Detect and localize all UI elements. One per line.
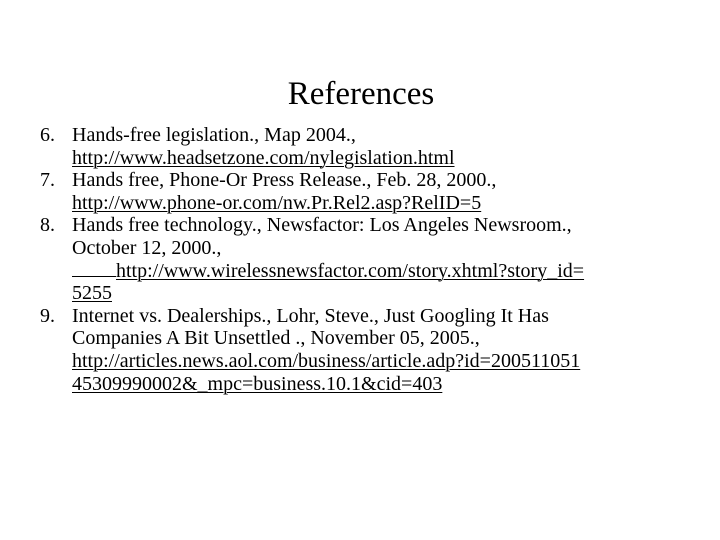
reference-list	[40, 124, 690, 395]
reference-number: 6.	[40, 124, 55, 146]
reference-item-8	[40, 214, 690, 304]
reference-text: Hands-free legislation., Map 2004.,	[72, 124, 356, 146]
reference-item-6	[40, 124, 690, 169]
reference-number: 7.	[40, 169, 55, 192]
reference-item-7	[40, 169, 690, 214]
reference-number: 8.	[40, 214, 55, 237]
slide-title-text: References	[287, 76, 435, 112]
reference-link[interactable]: http://www.phone-or.com/nw.Pr.Rel2.asp?RelID=5	[72, 191, 482, 214]
reference-item-9	[40, 305, 690, 395]
reference-link[interactable]: 45309990002&_mpc=business.10.1&cid=403	[72, 372, 443, 395]
reference-number: 9.	[40, 304, 55, 327]
reference-text: Hands free technology., Newsfactor: Los Angeles Newsroom.,	[72, 214, 572, 237]
link-indent-underline	[72, 260, 116, 277]
reference-text: Companies A Bit Unsettled ., November 05, 2005.,	[72, 327, 480, 350]
reference-link[interactable]: 5255	[72, 282, 112, 305]
reference-link[interactable]: http://www.wirelessnewsfactor.com/story.xhtml?story_id=	[116, 259, 585, 282]
reference-text: Internet vs. Dealerships., Lohr, Steve., Just Googling It Has	[72, 304, 549, 327]
reference-link[interactable]: http://articles.news.aol.com/business/article.adp?id=200511051	[72, 349, 581, 372]
reference-text: Hands free, Phone-Or Press Release., Feb. 28, 2000.,	[72, 169, 497, 192]
reference-text: October 12, 2000.,	[72, 236, 222, 259]
slide-title	[0, 74, 720, 114]
reference-link[interactable]: http://www.headsetzone.com/nylegislation.html	[72, 146, 455, 169]
